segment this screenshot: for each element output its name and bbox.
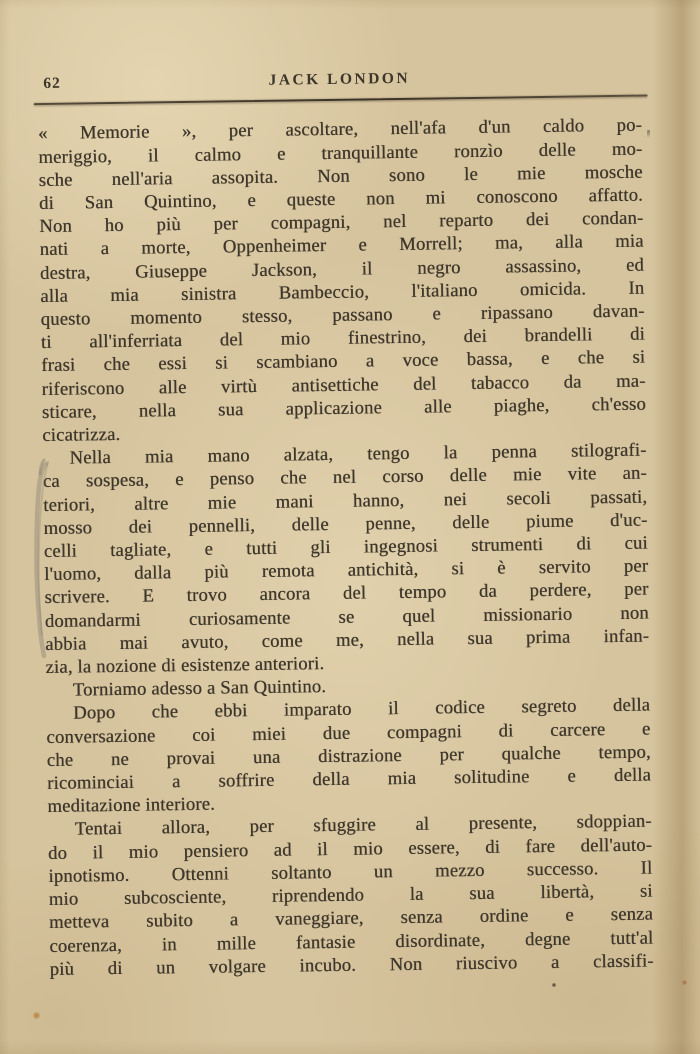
- text-line: ca sospesa, e penso che nel corso delle mie vite an-: [42, 462, 648, 493]
- text-line: riferiscono alle virtù antisettiche del tabacco da ma-: [41, 370, 646, 400]
- text-line: Tentai allora, per sfuggire al presente, sdoppian-: [74, 811, 652, 841]
- text-line: l'uomo, dalla più remota antichità, si è servito per: [44, 555, 649, 586]
- text-line: ti all'inferriata del mio finestrino, dei brandelli di: [40, 323, 646, 354]
- paper-stain-speck: [682, 980, 687, 985]
- text-line: mio subcosciente, riprendendo la sua libertà, si: [48, 880, 653, 911]
- text-line: questo momento stesso, passano e ripassano davan-: [40, 300, 645, 331]
- text-line: di San Quintino, e queste non mi conoscono affatto.: [38, 184, 644, 215]
- text-line: frasi che essi si scambiano a voce bassa, e che si: [41, 346, 646, 377]
- text-line: che ne provai una distrazione per qualche tempo,: [46, 741, 651, 771]
- text-line: abbia mai avuto, come me, nella sua prima infan-: [45, 625, 650, 655]
- text-line: meditazione interiore.: [47, 793, 216, 818]
- text-line: Non ho più per compagni, nel reparto dei condan-: [39, 207, 644, 238]
- text-line: metteva subito a vaneggiare, senza ordine e senza: [48, 903, 654, 934]
- text-line: teriori, altre mie mani hanno, nei secoli passati,: [43, 486, 648, 516]
- page-number: 62: [43, 74, 61, 92]
- text-line: scrivere. E trovo ancora del tempo da perdere, per: [44, 579, 649, 609]
- text-line: meriggio, il calmo e tranquillante ronzìo delle mo-: [38, 138, 643, 168]
- running-title: JACK LONDON: [268, 69, 411, 89]
- text-line: più di un volgare incubo. Non riuscivo a classifi-: [49, 950, 654, 980]
- text-line: Dopo che ebbi imparato il codice segreto della: [73, 695, 651, 725]
- text-line: sticare, nella sua applicazione alle piaghe, ch'esso: [41, 393, 647, 423]
- header-rule: [34, 95, 648, 106]
- ink-speck: [552, 983, 556, 987]
- text-line: coerenza, in mille fantasie disordinate, degne tutt'al: [49, 927, 654, 957]
- text-line: domandarmi curiosamente se quel missionario non: [44, 602, 649, 632]
- ink-speck: [647, 130, 650, 138]
- text-line: conversazione coi miei due compagni di carcere e: [46, 718, 651, 748]
- text-line: « Memorie », per ascoltare, nell'afa d'un caldo po-: [37, 114, 643, 145]
- page-header: [37, 67, 641, 94]
- text-line: Torniamo adesso a San Quintino.: [72, 676, 327, 701]
- text-line: ipnotismo. Ottenni soltanto un mezzo successo. Il: [48, 857, 653, 887]
- text-line: nati a morte, Oppenheimer e Morrell; ma, alla mia: [39, 230, 644, 261]
- text-line: do il mio pensiero ad il mio essere, di fare dell'auto-: [47, 834, 653, 864]
- text-line: alla mia sinistra Bambeccio, l'italiano omicida. In: [40, 277, 645, 307]
- text-line: sche nell'aria assopita. Non sono le mie mosche: [38, 161, 643, 191]
- text-line: Nella mia mano alzata, tengo la penna stilografi-: [69, 439, 647, 469]
- text-line: celli tagliate, e tutti gli ingegnosi strumenti di cui: [43, 532, 648, 563]
- text-line: cicatrizza.: [42, 423, 121, 447]
- text-line: zia, la nozione di esistenze anteriori.: [45, 653, 325, 679]
- margin-pencil-mark-icon: [28, 450, 62, 670]
- text-line: mosso dei pennelli, delle penne, delle piume d'uc-: [43, 509, 648, 539]
- paper-stain-speck: [33, 1012, 40, 1019]
- text-line: destra, Giuseppe Jackson, il negro assassino, ed: [39, 254, 645, 284]
- text-line: ricominciai a soffrire della mia solitudine e della: [46, 764, 652, 795]
- body-text-block: [38, 114, 654, 981]
